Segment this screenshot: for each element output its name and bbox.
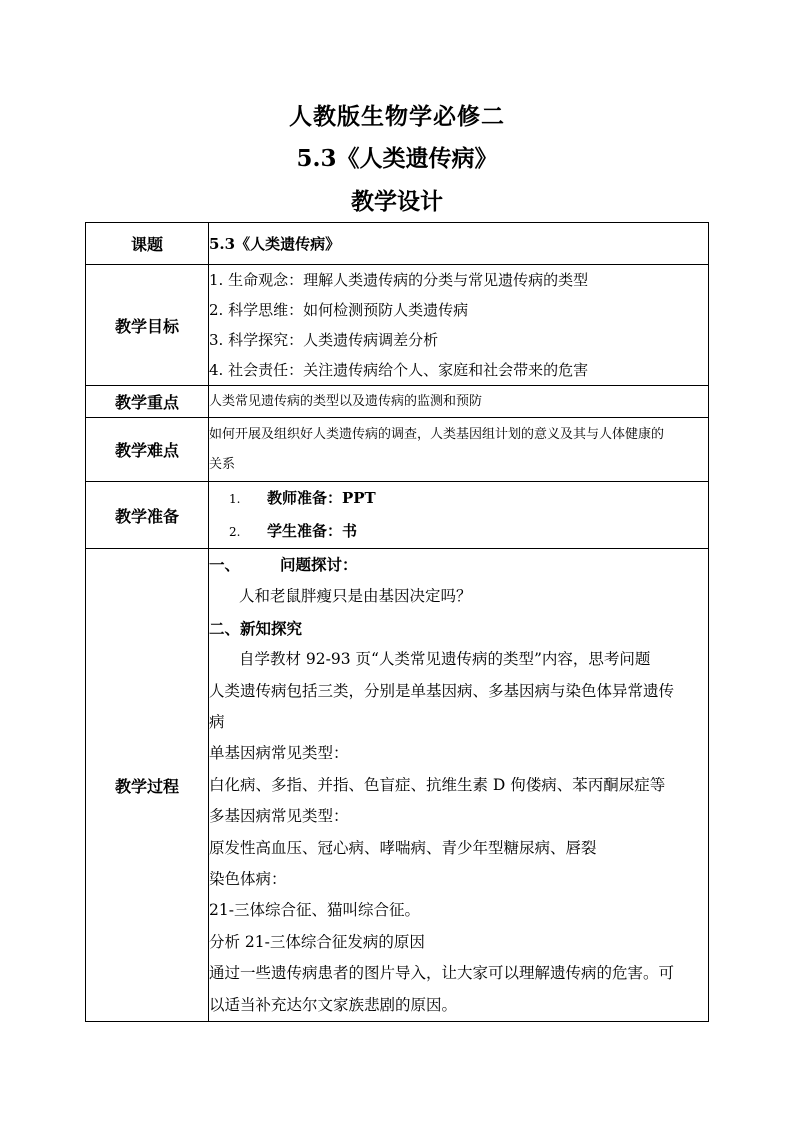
document-subtitle: 教学设计: [351, 188, 443, 215]
row-preparation: [86, 482, 709, 549]
row-topic: [86, 223, 709, 265]
row-key-points: [86, 386, 709, 418]
prep-item-teacher: [209, 482, 708, 515]
difficulty-line: 如何开展及组织好人类遗传病的调查，人类基因组计划的意义及其与人体健康的: [209, 426, 665, 442]
document-header: [0, 98, 794, 222]
goals-label: 教学目标: [86, 265, 209, 386]
topic-value: 5.3《人类遗传病》: [209, 223, 709, 265]
prep-text: 学生准备：书: [267, 522, 358, 540]
process-line: 染色体病：: [209, 870, 287, 889]
process-line: 单基因病常见类型：: [209, 744, 349, 763]
process-line: 自学教材 92-93 页“人类常见遗传病的类型”内容，思考问题: [239, 650, 651, 669]
row-difficulties: [86, 418, 709, 482]
topic-label: 课题: [86, 223, 209, 265]
lesson-title: 5.3《人类遗传病》: [296, 145, 498, 172]
goal-item: 2. 科学思维：如何检测预防人类遗传病: [209, 301, 469, 319]
prep-label: 教学准备: [86, 482, 209, 549]
prep-number: 1.: [229, 492, 241, 506]
process-label: 教学过程: [86, 549, 209, 1022]
process-line: 白化病、多指、并指、色盲症、抗维生素 D 佝偻病、苯丙酮尿症等: [209, 775, 666, 794]
prep-text: 教师准备：PPT: [267, 489, 376, 507]
process-line: 人类遗传病包括三类，分别是单基因病、多基因病与染色体异常遗传: [209, 681, 675, 700]
section-title: 问题探讨：: [280, 555, 358, 574]
section-heading: 二、新知探究: [209, 618, 303, 638]
key-label: 教学重点: [86, 386, 209, 418]
goals-list: [209, 265, 709, 386]
difficulty-line: 关系: [209, 456, 236, 472]
row-goals: [86, 265, 709, 386]
process-line: 21-三体综合征、猫叫综合征。: [209, 901, 420, 920]
prep-number: 2.: [229, 525, 241, 539]
process-line: 通过一些遗传病患者的图片导入，让大家可以理解遗传病的危害。可: [209, 964, 675, 983]
process-line: 分析 21-三体综合征发病的原因: [209, 932, 425, 951]
process-line: 人和老鼠胖瘦只是由基因决定吗？: [239, 587, 472, 606]
section-heading: [209, 549, 708, 581]
document-title: 人教版生物学必修二: [289, 103, 505, 130]
lesson-plan-table: [85, 222, 709, 1022]
prep-list: [209, 482, 709, 549]
goal-item: 4. 社会责任：关注遗传病给个人、家庭和社会带来的危害: [209, 361, 589, 379]
goal-item: 1. 生命观念：理解人类遗传病的分类与常见遗传病的类型: [209, 271, 589, 289]
process-line: 以适当补充达尔文家族悲剧的原因。: [209, 995, 458, 1014]
row-process: [86, 549, 709, 1022]
process-line: 多基因病常见类型：: [209, 807, 349, 826]
process-content: [209, 549, 709, 1022]
process-line: 病: [209, 713, 225, 732]
prep-item-student: [209, 515, 708, 548]
difficulty-label: 教学难点: [86, 418, 209, 482]
process-line: 原发性高血压、冠心病、哮喘病、青少年型糖尿病、唇裂: [209, 838, 597, 857]
difficulty-value: [209, 418, 709, 482]
key-value: 人类常见遗传病的类型以及遗传病的监测和预防: [209, 386, 709, 418]
goal-item: 3. 科学探究：人类遗传病调差分析: [209, 331, 439, 349]
section-number: 一、: [209, 555, 241, 574]
